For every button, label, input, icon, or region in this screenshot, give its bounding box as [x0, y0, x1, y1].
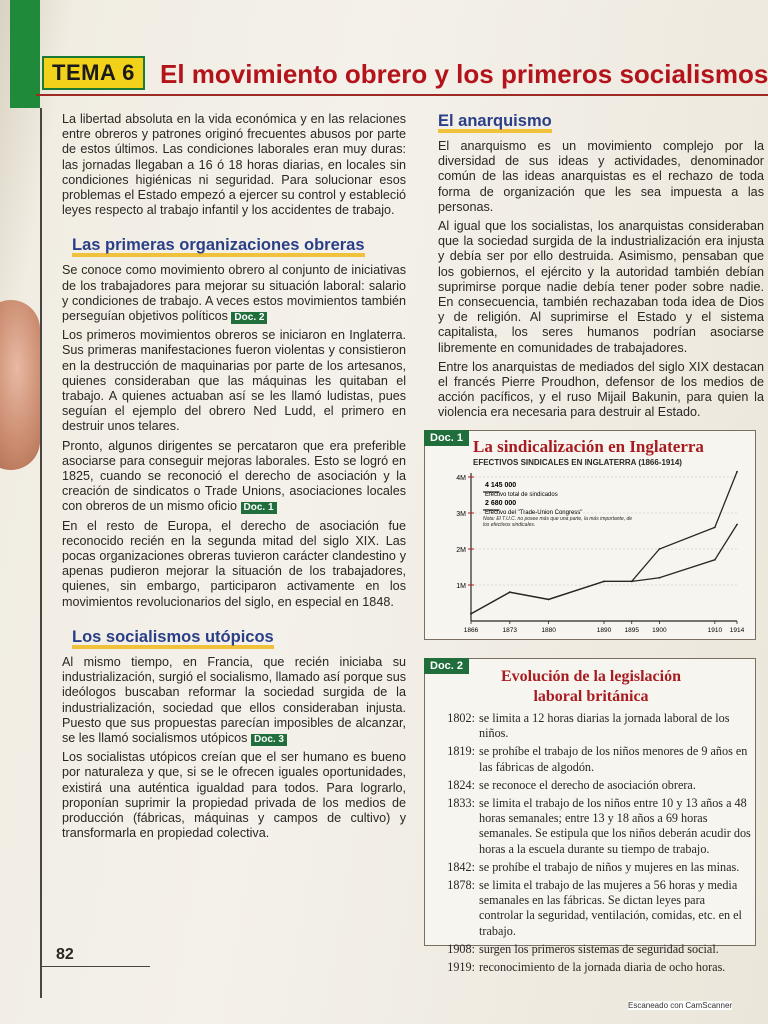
doc1-label: Doc. 1 [424, 430, 469, 446]
law-text: se reconoce el derecho de asociación obrera. [479, 777, 696, 792]
x-tick-label: 1914 [729, 627, 745, 634]
law-list [435, 711, 751, 978]
paragraph: Al igual que los socialistas, los anarquistas consideraban que la sociedad surgida de la industrialización era injusta y debía ser por ello destruida. Asimismo, pensaban que los gobiernos, el ejército y la autoridad también debían suprimirse porque nadie debía tener poder sobre nadie. En consecuencia, también rechazaban toda idea de Dios y de religión. Al suprimirse el Estado y el sistema capitalista, los seres humanos podrían asociarse libremente en comunidades de trabajadores. [438, 219, 764, 355]
doc-reference-1[interactable]: Doc. 1 [241, 502, 277, 514]
law-text: reconocimiento de la jornada diaria de ocho horas. [479, 960, 726, 975]
paragraph-text: Pronto, algunos dirigentes se percataron que era preferible asociarse para conseguir mejoras laborales. Esto se logró en 1825, cuando se reconoció el derecho de asociación y la creación de sindicatos o Trade Unions, asociaciones locales con obreros de un mismo oficio [62, 438, 406, 514]
law-year: 1833: [447, 796, 475, 811]
x-tick-label: 1895 [624, 627, 639, 634]
x-tick-label: 1873 [502, 627, 518, 634]
thumb [0, 300, 40, 470]
page-title: El movimiento obrero y los primeros socialismos [160, 59, 768, 89]
paragraph-text: Se conoce como movimiento obrero al conjunto de iniciativas de los trabajadores para mejorar su situación laboral: salario y condiciones de trabajo. A veces estos movimientos también perseguían objetivos políticos [62, 263, 406, 324]
footer-rule [42, 966, 150, 967]
paragraph: En el resto de Europa, el derecho de asociación fue reconocido recién en la segunda mitad del siglo XIX. Las pocas organizaciones obreras tuvieron carácter clandestino y apenas pudieron mejorar la situación de los trabajadores, quienes, sin embargo, participaron activamente en los movimientos revolucionarios del siglo, en especial en 1848. [62, 518, 406, 609]
data-point-0 [659, 548, 661, 550]
paragraph [62, 655, 406, 746]
law-text: se limita a 12 horas diarias la jornada laboral de los niños. [479, 711, 730, 741]
doc-reference-2[interactable]: Doc. 2 [231, 312, 267, 324]
x-tick-label: 1900 [652, 627, 667, 634]
data-point-1 [603, 581, 605, 583]
data-point-1 [548, 599, 550, 601]
series-line-1 [471, 525, 737, 614]
y-tick-label: 3M [456, 511, 466, 518]
section-heading-socialismos: Los socialismos utópicos [72, 628, 274, 649]
legend-text-tuc: Efectivo del "Trade-Union Congress" [485, 510, 583, 516]
doc2-title-line2: laboral británica [533, 688, 649, 705]
chart-subtitle: EFECTIVOS SINDICALES EN INGLATERRA (1866-1914) [473, 458, 682, 467]
legend-text-total: Efectivo total de sindicados [485, 492, 558, 498]
law-row [435, 778, 751, 793]
data-point-1 [470, 613, 472, 615]
x-tick-label: 1890 [596, 627, 612, 634]
paragraph-text: Al mismo tiempo, en Francia, que recién iniciaba su industrialización, surgió el socialismo, llamado así porque sus ideólogos buscaban reformar la sociedad surgida de la industrialización, sociedad que ellos consideraban injusta. Puesto que sus propuestas parecían imposibles de alcanzar, se les llamó socialismos utópicos [62, 654, 406, 745]
chart-legend [483, 482, 633, 536]
legend-value-tuc: 2 680 000 [485, 500, 517, 507]
margin-line [40, 108, 42, 998]
law-year: 1824: [447, 777, 475, 792]
law-row [435, 960, 751, 975]
law-year: 1919: [447, 960, 475, 975]
paragraph [62, 263, 406, 324]
law-year: 1819: [447, 744, 475, 759]
law-year: 1802: [447, 711, 475, 725]
law-text: se limita el trabajo de las mujeres a 56 horas y media semanales en las fábricas. Se dictan leyes para controlar la seguridad, ventilación, comidas, etc. en el trabajo. [479, 878, 742, 938]
law-text: se prohíbe el trabajo de los niños menores de 9 años en las fábricas de algodón. [479, 744, 748, 774]
law-text: surgen los primeros sistemas de seguridad social. [479, 941, 719, 956]
law-row [435, 942, 751, 957]
law-row [435, 744, 751, 774]
intro-paragraph: La libertad absoluta en la vida económica y en las relaciones entre obreros y patrones originó frecuentes abusos por parte de estos últimos. Las condiciones laborales eran muy duras: las jornadas llegaban a 16 ó 18 horas diarias, en locales sin condiciones higiénicas ni seguridad. Para solucionar esos problemas el Estado empezó a ejercer su control y estableció leyes respecto al trabajo infantil y los accidentes de trabajo. [62, 112, 406, 218]
section-heading-anarquismo: El anarquismo [438, 112, 552, 133]
law-row [435, 711, 751, 741]
data-point-0 [714, 527, 716, 529]
title-underline [36, 94, 768, 96]
law-row [435, 878, 751, 939]
data-point-1 [631, 581, 633, 583]
data-point-1 [736, 524, 738, 526]
legend-note-wrap [483, 516, 633, 536]
paragraph: Entre los anarquistas de mediados del siglo XIX destacan el francés Pierre Proudhon, defensor de los medios de acción pacíficos, y el ruso Mijail Bakunin, para quien la violencia era necesaria para destruir al Estado. [438, 359, 764, 420]
paragraph: Los socialistas utópicos creían que el ser humano es bueno por naturaleza y que, si se le ofrecen iguales oportunidades, existirá una auténtica igualdad para todos. Para lograrlo, proponían suprimir la propiedad privada de los medios de producción (fábricas, máquinas y campos de cultivo) y transformarla en propiedad colectiva. [62, 750, 406, 841]
paragraph: Los primeros movimientos obreros se iniciaron en Inglaterra. Sus primeras manifestaciones fueron violentas y consistieron en la destrucción de maquinarias por parte de los artesanos, quienes consideraban que las máquinas les quitaban el trabajo. A quienes actuaban así se les llamó ludistas, pues seguían el ejemplo del obrero Ned Ludd, el primero en destruir unos telares. [62, 328, 406, 434]
chapter-header [36, 54, 768, 98]
section-heading-organizaciones: Las primeras organizaciones obreras [72, 236, 365, 257]
law-text: se limita el trabajo de los niños entre 10 y 13 años a 48 horas semanales; entre 13 y 18 años a 69 horas semanales. Se estipula que los niños deberán acudir dos horas a la escuela durante su tiempo de trabajo. [479, 796, 751, 856]
law-row [435, 860, 751, 875]
chart-title: La sindicalización en Inglaterra [473, 437, 704, 456]
x-tick-label: 1866 [463, 627, 479, 634]
x-tick-label: 1880 [541, 627, 556, 634]
doc-reference-3[interactable]: Doc. 3 [251, 734, 287, 746]
y-tick-label: 2M [456, 547, 466, 554]
page-number: 82 [56, 946, 74, 963]
chart-svg [425, 431, 757, 641]
law-year: 1842: [447, 859, 475, 874]
legend-value-total: 4 145 000 [485, 482, 517, 489]
data-point-1 [659, 577, 661, 579]
left-column [62, 112, 406, 845]
paragraph: El anarquismo es un movimiento complejo por la diversidad de sus ideas y actividades, denominador común de las ideas anarquistas es el rechazo de toda forma de organización que les sea impuesta a las personas. [438, 139, 764, 214]
paragraph [62, 439, 406, 515]
law-text: se prohíbe el trabajo de niños y mujeres en las minas. [479, 859, 740, 874]
y-tick-label: 1M [456, 583, 466, 590]
y-tick-label: 4M [456, 475, 466, 482]
doc2-box [424, 658, 756, 975]
data-point-1 [714, 559, 716, 561]
right-column [438, 112, 764, 425]
scanner-watermark: Escaneado con CamScanner [628, 1001, 733, 1010]
doc2-label: Doc. 2 [424, 658, 469, 674]
legend-note: Nota: El T.U.C. no posee más que una parte, la más importante, de los efectivos sindicales. [483, 516, 633, 528]
data-point-1 [509, 591, 511, 593]
law-row [435, 796, 751, 857]
doc2-title [425, 667, 757, 707]
law-year: 1878: [447, 878, 475, 893]
doc2-title-line1: Evolución de la legislación [500, 668, 681, 685]
x-tick-label: 1910 [707, 627, 723, 634]
doc1-chart-box [424, 430, 756, 640]
law-year: 1908: [447, 941, 475, 956]
tema-badge: TEMA 6 [42, 56, 145, 90]
data-point-0 [736, 471, 738, 473]
